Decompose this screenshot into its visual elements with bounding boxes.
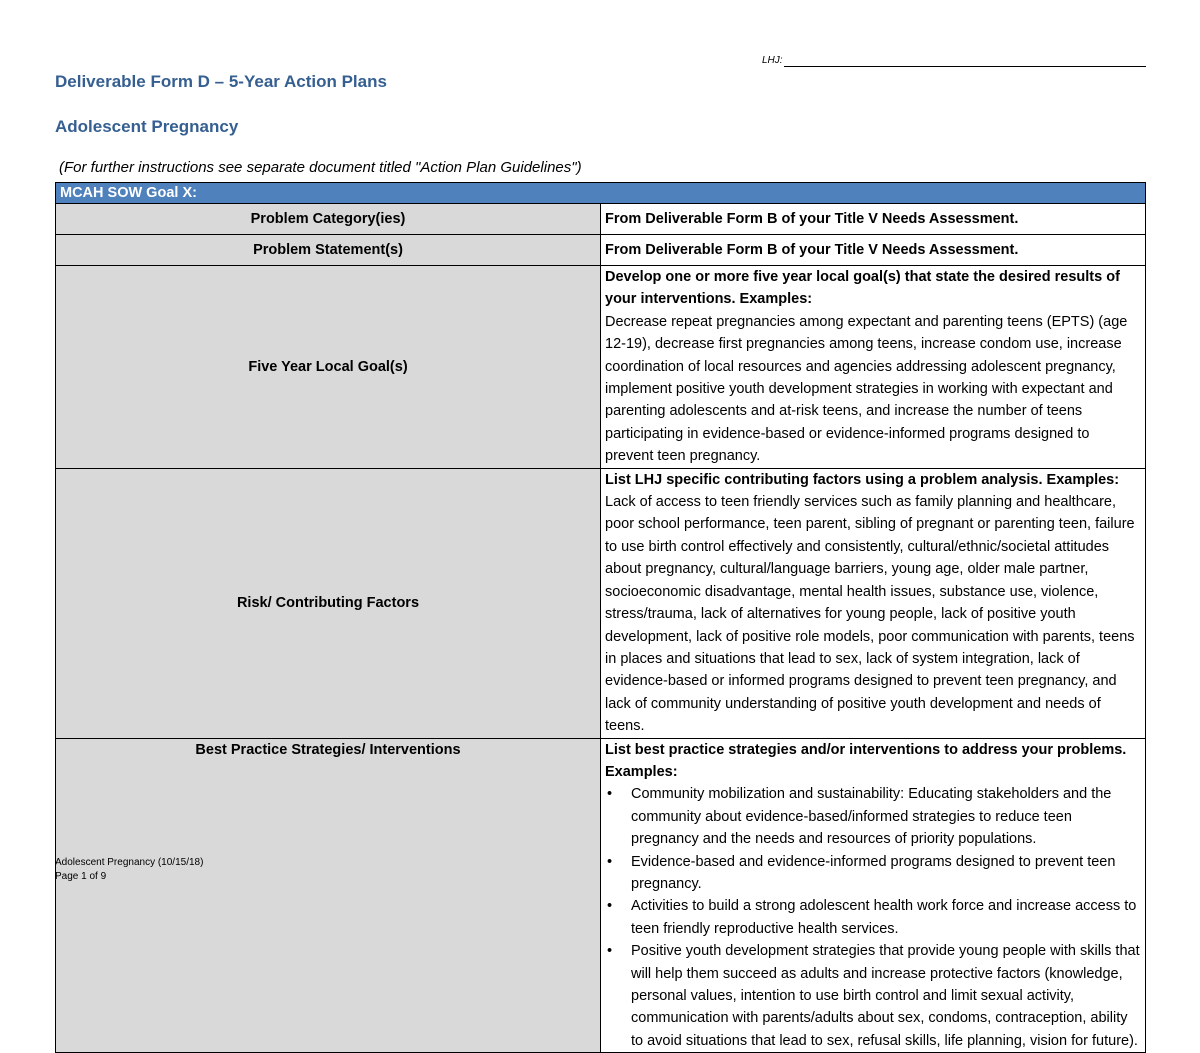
problem-statement-label: Problem Statement(s) <box>56 235 601 266</box>
list-item <box>605 940 1141 1052</box>
list-item <box>605 851 1141 896</box>
list-item <box>605 895 1141 940</box>
goal-header-row <box>56 183 1146 204</box>
action-plan-table <box>55 182 1146 1053</box>
lhj-label: LHJ: <box>762 55 783 66</box>
instructions-note: (For further instructions see separate document titled "Action Plan Guidelines") <box>59 159 582 176</box>
strategies-lead: List best practice strategies and/or interventions to address your problems. Examples: <box>605 741 1127 780</box>
footer-page-number: Page 1 of 9 <box>55 871 107 882</box>
table-row-problem-statement <box>56 235 1146 266</box>
bullet-icon: • <box>607 898 613 915</box>
strategies-label: Best Practice Strategies/ Interventions <box>56 738 601 1053</box>
page-subtitle: Adolescent Pregnancy <box>55 117 239 136</box>
strategies-list <box>605 783 1141 1052</box>
risk-factors-label: Risk/ Contributing Factors <box>56 468 601 738</box>
five-year-goal-lead: Develop one or more five year local goal(s) that state the desired results of your interventions. Examples: <box>605 269 1120 308</box>
list-item <box>605 783 1141 850</box>
page-footer <box>55 856 203 884</box>
table-row-risk-factors <box>56 468 1146 738</box>
risk-factors-cell <box>601 468 1146 738</box>
bullet-icon: • <box>607 786 613 803</box>
five-year-goal-label: Five Year Local Goal(s) <box>56 266 601 469</box>
list-item-text: Positive youth development strategies that provide young people with skills that will help them succeed as adults and increase protective factors (knowledge, personal values, intention to use birth control and limit sexual activity, communication with parents/adults about sex, condoms, contraception, ability to avoid situations that lead to sex, refusal skills, life planning, vision for future). <box>631 943 1140 1049</box>
goal-header-cell: MCAH SOW Goal X: <box>56 183 1146 204</box>
page-title: Deliverable Form D – 5-Year Action Plans <box>55 72 387 91</box>
footer-doc-line: Adolescent Pregnancy (10/15/18) <box>55 857 204 868</box>
risk-factors-text: Lack of access to teen friendly services such as family planning and healthcare, poor school performance, teen parent, sibling of pregnant or parenting teen, failure to use birth control effectively and consistently, cultural/ethnic/societal attitudes about pregnancy, cultural/language barriers, young age, older male partner, socioeconomic disadvantage, mental health issues, substance use, violence, stress/trauma, lack of alternatives for young people, lack of positive youth development, lack of positive role models, poor communication with parents, teens in places and situations that lead to sex, lack of system integration, lack of evidence-based or informed programs designed to prevent teen pregnancy, and lack of community understanding of positive youth development and needs of teens. <box>605 494 1135 735</box>
five-year-goal-text: Decrease repeat pregnancies among expectant and parenting teens (EPTS) (age 12-19), decrease first pregnancies among teens, increase condom use, increase coordination of local resources and agencies addressing adolescent pregnancy, implement positive youth development strategies in working with expectant and parenting adolescents and at-risk teens, and increase the number of teens participating in evidence-based or evidence-informed programs designed to prevent teen pregnancy. <box>605 313 1128 465</box>
list-item-text: Evidence-based and evidence-informed programs designed to prevent teen pregnancy. <box>631 853 1116 892</box>
strategies-cell <box>601 738 1146 1053</box>
table-row-problem-category <box>56 204 1146 235</box>
problem-category-content: From Deliverable Form B of your Title V Needs Assessment. <box>601 204 1146 235</box>
list-item-text: Activities to build a strong adolescent health work force and increase access to teen friendly reproductive health services. <box>631 898 1137 937</box>
list-item-text: Community mobilization and sustainability: Educating stakeholders and the community about evidence-based/informed strategies to reduce teen pregnancy and the needs and resources of priority populations. <box>631 786 1112 848</box>
five-year-goal-cell <box>601 266 1146 469</box>
table-row-five-year-goal <box>56 266 1146 469</box>
table-row-strategies <box>56 738 1146 1053</box>
problem-statement-content: From Deliverable Form B of your Title V Needs Assessment. <box>601 235 1146 266</box>
problem-category-label: Problem Category(ies) <box>56 204 601 235</box>
lhj-fill-line <box>784 66 1146 67</box>
bullet-icon: • <box>607 943 613 960</box>
bullet-icon: • <box>607 853 613 870</box>
risk-factors-lead: List LHJ specific contributing factors using a problem analysis. Examples: <box>605 471 1120 488</box>
